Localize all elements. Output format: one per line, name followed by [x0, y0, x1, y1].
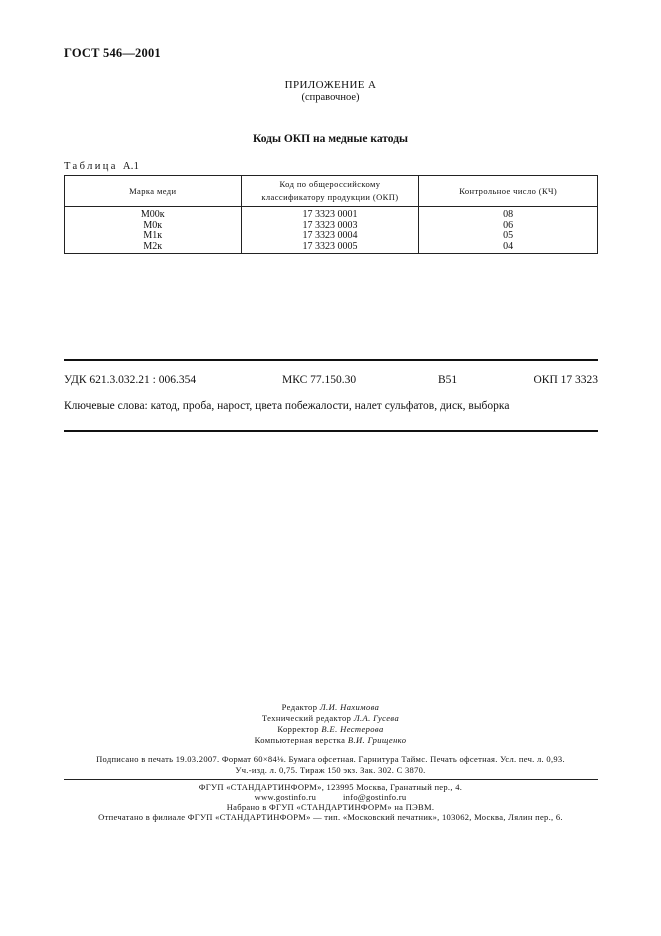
credit-name: В.И. Грищенко: [347, 735, 407, 745]
credit-label: Корректор: [277, 724, 319, 734]
standard-code: ГОСТ 546—2001: [64, 46, 161, 60]
cell-grade: М0к: [65, 221, 242, 232]
divider-bottom: [64, 430, 598, 432]
credit-label: Редактор: [281, 702, 318, 712]
cell-check-number: 06: [419, 221, 598, 232]
cell-check-number: 05: [419, 231, 598, 242]
table-row: [65, 231, 598, 242]
credit-label: Компьютерная верстка: [254, 735, 346, 745]
publisher-website: www.gostinfo.ru: [254, 792, 317, 802]
keywords: Ключевые слова: катод, проба, нарост, цвета побежалости, налет сульфатов, диск, выборка: [64, 400, 510, 412]
publisher-address: ФГУП «СТАНДАРТИНФОРМ», 123995 Москва, Гранатный пер., 4.: [198, 782, 463, 792]
cell-okp-code: 17 3323 0004: [241, 231, 419, 242]
publisher-contacts: [0, 792, 661, 802]
cell-grade: М00к: [65, 207, 242, 221]
credit-name: В.Е. Нестерова: [321, 724, 384, 734]
cell-check-number: 08: [419, 207, 598, 221]
divider-top: [64, 359, 598, 361]
mks-code: МКС 77.150.30: [282, 374, 357, 386]
column-header-check-number: Контрольное число (КЧ): [419, 176, 598, 207]
column-header-okp-code: Код по общероссийскому классификатору продукции (ОКП): [241, 176, 419, 207]
cell-grade: М2к: [65, 242, 242, 254]
udk-code: УДК 621.3.032.21 : 006.354: [64, 374, 197, 386]
table-row: [65, 207, 598, 221]
credit-name: Л.А. Гусева: [353, 713, 400, 723]
table-header-row: [65, 176, 598, 207]
cell-okp-code: 17 3323 0003: [241, 221, 419, 232]
table-caption-word: Таблица: [64, 161, 118, 172]
column-header-grade: Марка меди: [65, 176, 242, 207]
credit-corrector: [0, 724, 661, 734]
credit-name: Л.И. Нахимова: [319, 702, 380, 712]
cell-okp-code: 17 3323 0001: [241, 207, 419, 221]
printed-note: Отпечатано в филиале ФГУП «СТАНДАРТИНФОРМ» — тип. «Московский печатник», 103062, Москва, Лялин пер., 6.: [98, 812, 563, 822]
imprint-line-2: Уч.-изд. л. 0,75. Тираж 150 экз. Зак. 302. С 3870.: [235, 765, 426, 775]
credit-label: Технический редактор: [261, 713, 352, 723]
cell-check-number: 04: [419, 242, 598, 254]
publisher-email: info@gostinfo.ru: [343, 792, 407, 802]
credit-tech-editor: [0, 713, 661, 723]
table-caption-number: А.1: [122, 161, 140, 172]
imprint-line-1: Подписано в печать 19.03.2007. Формат 60×84⅛. Бумага офсетная. Гарнитура Таймс. Печать офсетная. Усл. печ. л. 0,93.: [96, 754, 565, 764]
credit-editor: [0, 702, 661, 712]
annex-subtitle: (справочное): [301, 92, 360, 103]
group-code: В51: [438, 374, 458, 386]
cell-grade: М1к: [65, 231, 242, 242]
okp-code: ОКП 17 3323: [533, 374, 598, 386]
imprint-divider: [64, 779, 598, 780]
typeset-note: Набрано в ФГУП «СТАНДАРТИНФОРМ» на ПЭВМ.: [226, 802, 435, 812]
credit-layout: [0, 735, 661, 745]
okp-codes-table: [64, 175, 598, 254]
table-row: [65, 242, 598, 254]
table-caption: [64, 161, 139, 172]
annex-title: ПРИЛОЖЕНИЕ А: [284, 79, 377, 91]
cell-okp-code: 17 3323 0005: [241, 242, 419, 254]
document-title: Коды ОКП на медные катоды: [252, 133, 408, 145]
